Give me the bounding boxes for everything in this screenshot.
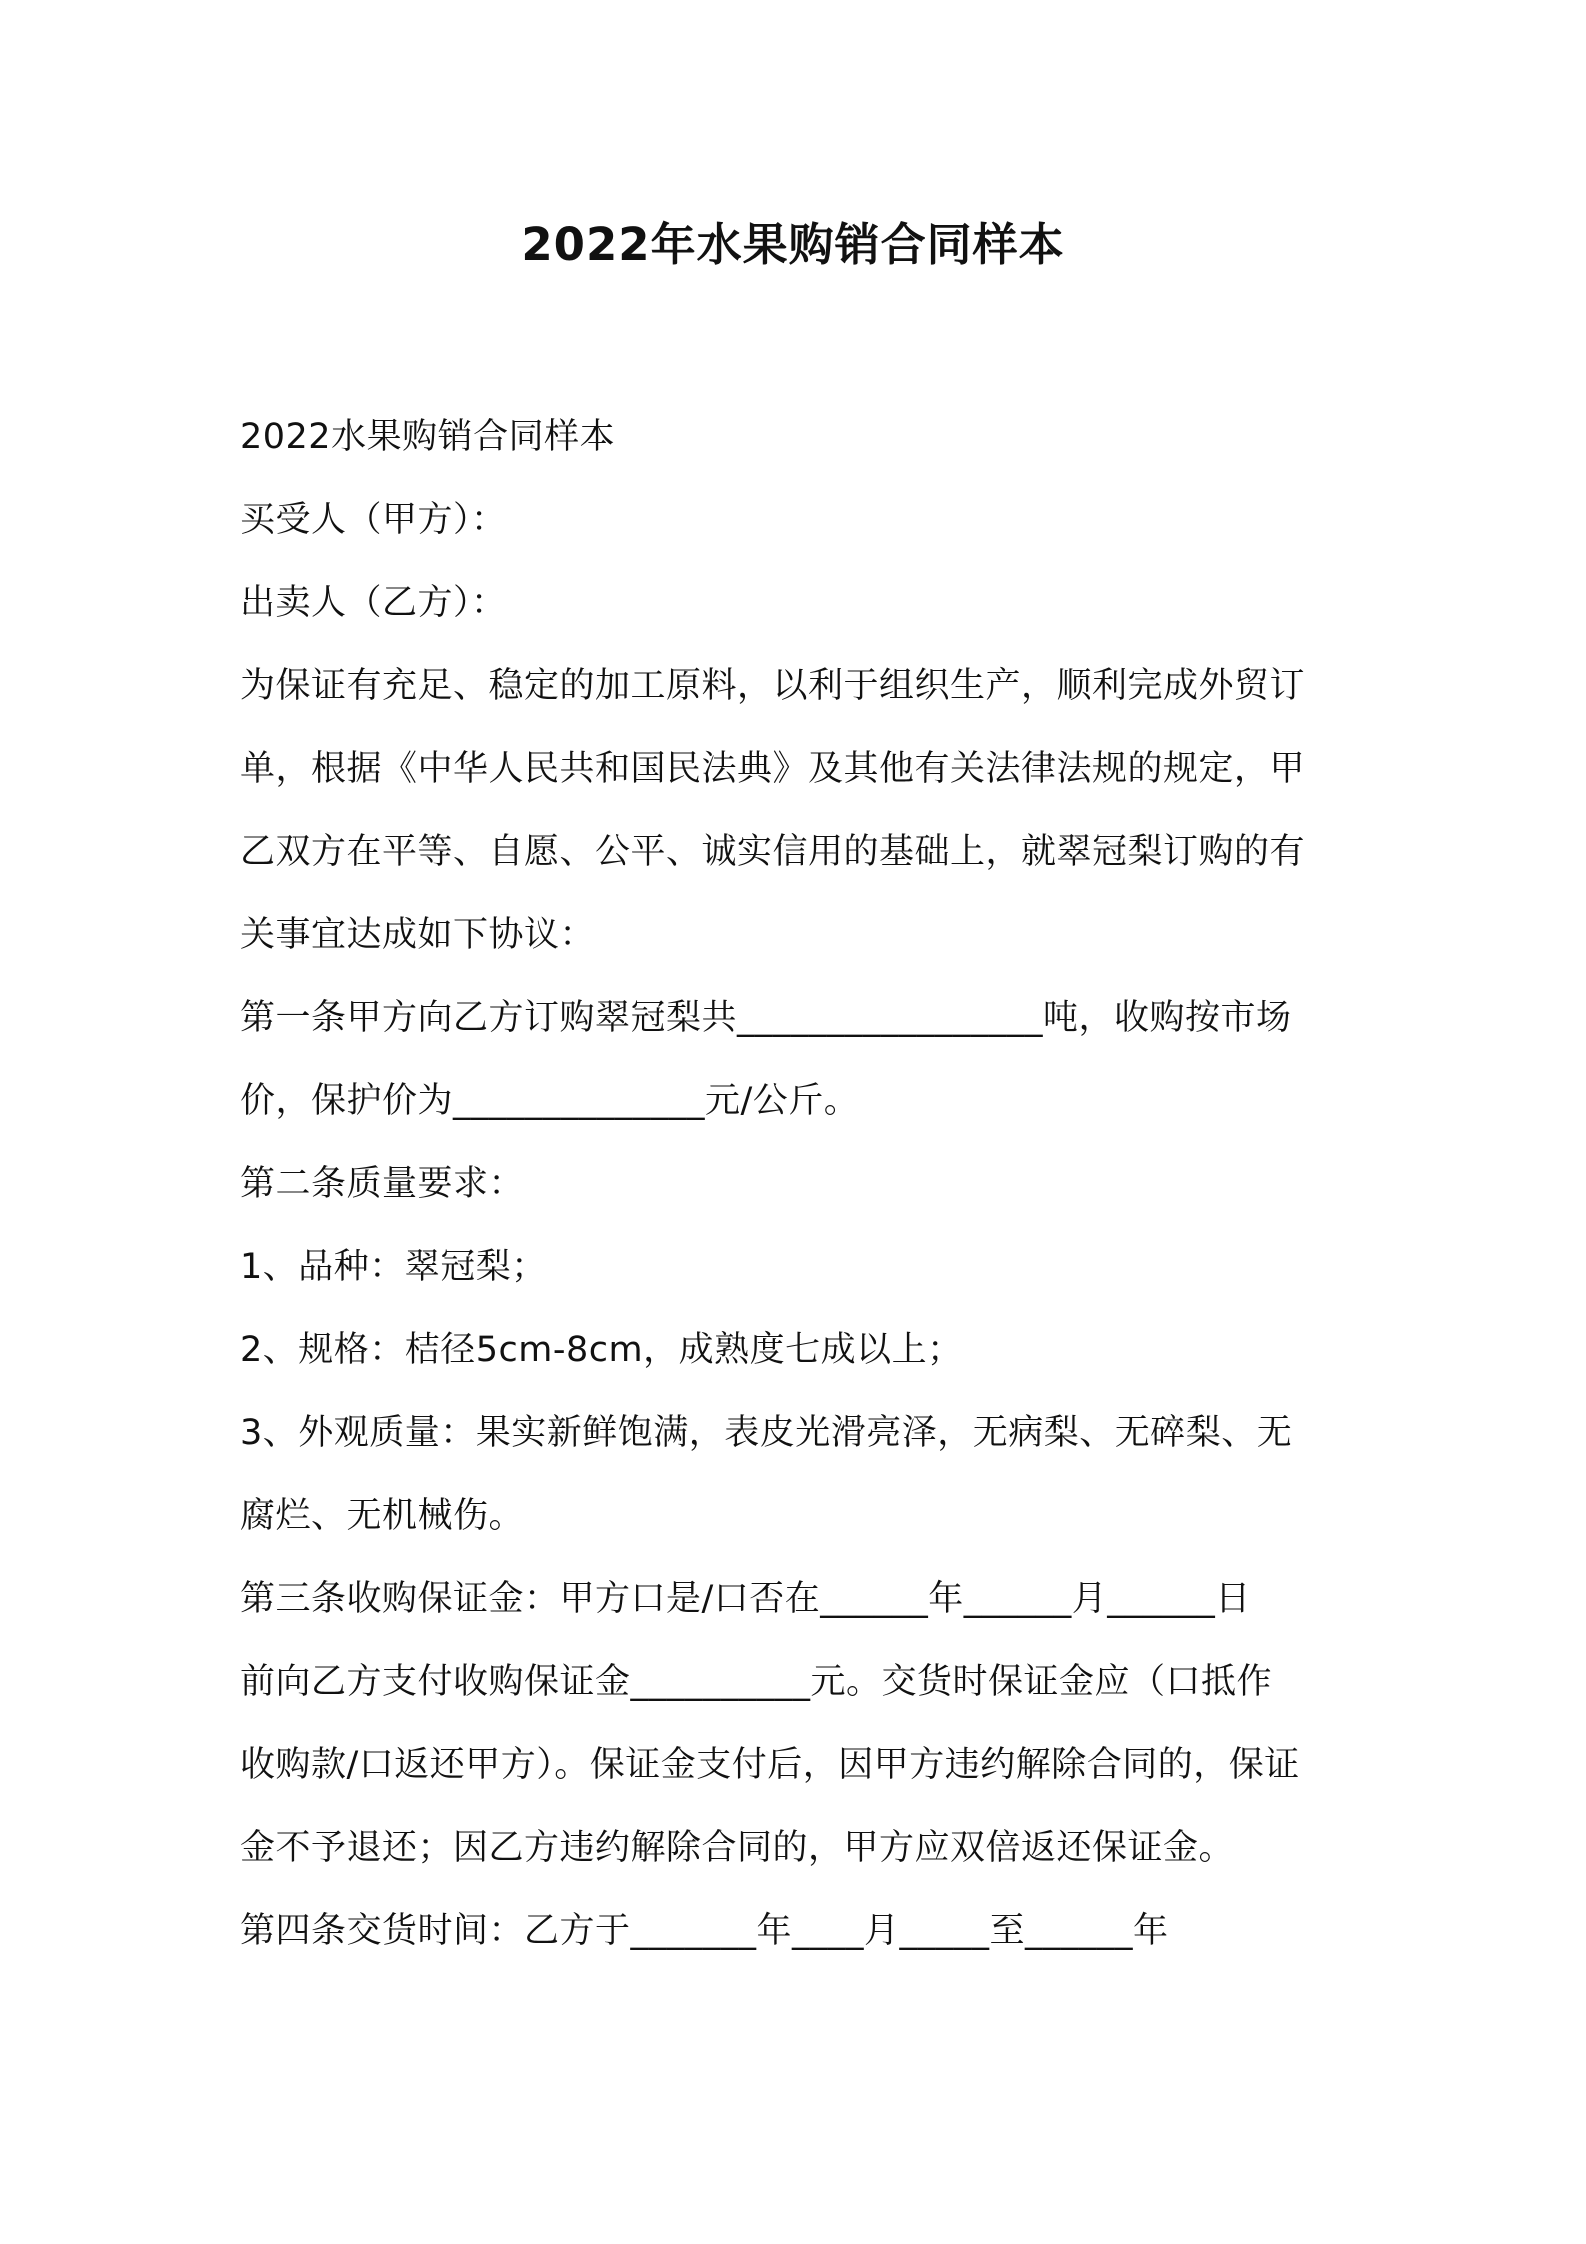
quality-item-variety: 1、品种：翠冠梨； <box>240 1247 547 1287</box>
article-3-line: 收购款/口返还甲方）。保证金支付后，因甲方违约解除合同的，保证 <box>240 1745 1300 1785</box>
quality-item-spec: 2、规格：桔径5cm-8cm，成熟度七成以上； <box>240 1330 963 1370</box>
contract-heading: 2022水果购销合同样本 <box>240 417 616 457</box>
article-1-line: 价，保护价为______________元/公斤。 <box>240 1081 860 1121</box>
article-3-line: 金不予退还；因乙方违约解除合同的，甲方应双倍返还保证金。 <box>240 1828 1235 1868</box>
quality-item-appearance: 3、外观质量：果实新鲜饱满，表皮光滑亮泽，无病梨、无碎梨、无 <box>240 1413 1293 1453</box>
document-title: 2022年水果购销合同样本 <box>521 218 1065 271</box>
preamble-line: 乙双方在平等、自愿、公平、诚实信用的基础上，就翠冠梨订购的有 <box>240 832 1306 872</box>
article-3-line: 前向乙方支付收购保证金__________元。交货时保证金应（口抵作 <box>240 1662 1273 1702</box>
article-2-heading: 第二条质量要求： <box>240 1164 525 1204</box>
seller-line: 出卖人（乙方）： <box>240 583 507 623</box>
buyer-line: 买受人（甲方）： <box>240 500 507 540</box>
quality-item-appearance: 腐烂、无机械伤。 <box>240 1496 525 1536</box>
preamble-line: 为保证有充足、稳定的加工原料，以利于组织生产，顺利完成外贸订 <box>240 666 1306 706</box>
article-1-line: 第一条甲方向乙方订购翠冠梨共_________________吨，收购按市场 <box>240 998 1292 1038</box>
article-4-line: 第四条交货时间：乙方于_______年____月_____至______年 <box>240 1911 1169 1951</box>
preamble-line: 单，根据《中华人民共和国民法典》及其他有关法律法规的规定，甲 <box>240 749 1306 789</box>
preamble-line: 关事宜达成如下协议： <box>240 915 596 955</box>
article-3-line: 第三条收购保证金：甲方口是/口否在______年______月______日 <box>240 1579 1251 1619</box>
